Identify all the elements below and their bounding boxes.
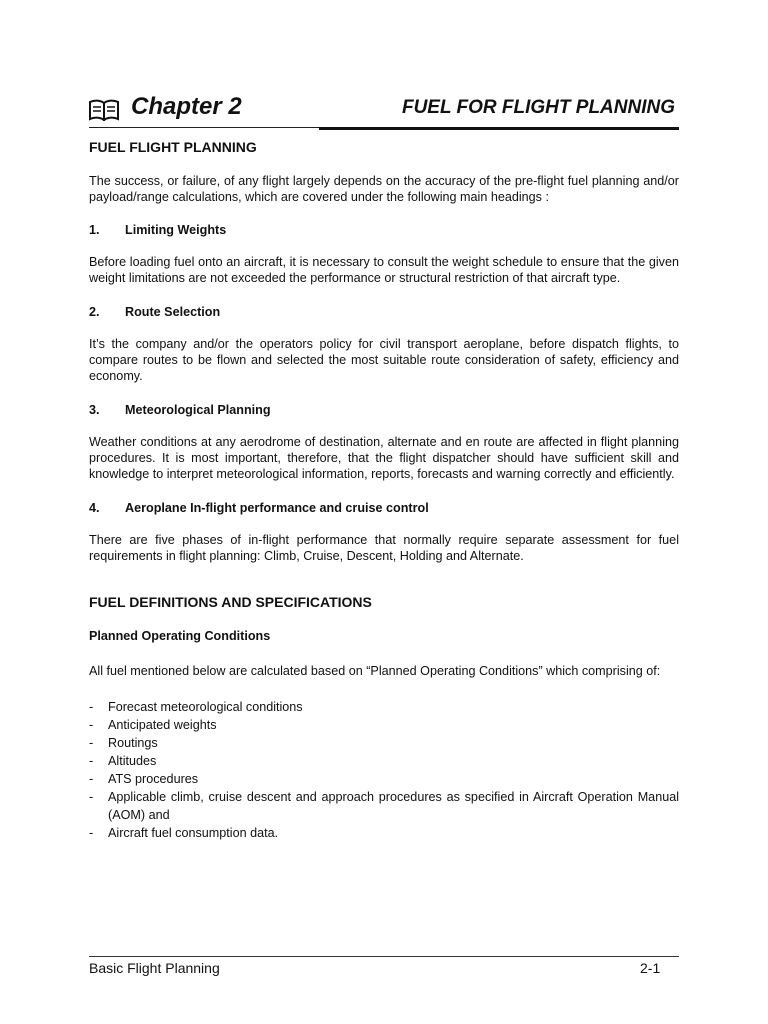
subsection-number: 4. — [89, 501, 100, 515]
bullet-dash: - — [89, 790, 94, 804]
limiting-weights-paragraph: Before loading fuel onto an aircraft, it is necessary to consult the weight schedule to ensure that the given weight limitations are not exceeded the performance or structural restriction of that aircraft type. — [89, 255, 679, 285]
subsection-heading-limiting-weights — [89, 223, 679, 237]
list-item: - Routings — [89, 736, 158, 750]
bullet-dash: - — [89, 700, 94, 714]
bullet-dash: - — [89, 718, 94, 732]
chapter-title: FUEL FOR FLIGHT PLANNING — [401, 97, 675, 118]
subsection-title: Route Selection — [125, 305, 221, 319]
subsection-number: 3. — [89, 403, 100, 417]
subsection-heading-route-selection — [89, 305, 679, 319]
list-item: - Altitudes — [89, 754, 157, 768]
footer-book-title: Basic Flight Planning — [89, 960, 220, 976]
subsection-number: 1. — [89, 223, 100, 237]
bullet-dash: - — [89, 736, 94, 750]
header-divider-bold — [319, 127, 679, 130]
conditions-list — [89, 698, 679, 842]
list-item: - Applicable climb, cruise descent and approach procedures as specified in Aircraft Operation Manual (AOM) and — [89, 790, 679, 822]
subsection-title: Aeroplane In-flight performance and cruise control — [125, 501, 429, 515]
list-item: - Anticipated weights — [89, 718, 217, 732]
subsection-title: Limiting Weights — [125, 223, 227, 237]
bullet-dash: - — [89, 826, 94, 840]
planned-conditions-paragraph: All fuel mentioned below are calculated based on “Planned Operating Conditions” which comprising of: — [89, 664, 661, 678]
open-book-icon — [89, 99, 119, 121]
footer-divider — [89, 956, 679, 957]
bullet-dash: - — [89, 754, 94, 768]
subsection-number: 2. — [89, 305, 100, 319]
page-number: 2-1 — [640, 960, 661, 976]
subsection-title: Meteorological Planning — [125, 403, 271, 417]
chapter-label: Chapter 2 — [131, 93, 242, 120]
subsection-heading-inflight-performance — [89, 501, 679, 515]
subheading-planned-operating-conditions: Planned Operating Conditions — [89, 629, 271, 643]
section-heading-fuel-flight-planning: FUEL FLIGHT PLANNING — [89, 139, 257, 155]
section-heading-fuel-definitions: FUEL DEFINITIONS AND SPECIFICATIONS — [89, 594, 372, 610]
list-item: - Forecast meteorological conditions — [89, 700, 303, 714]
subsection-heading-meteorological-planning — [89, 403, 679, 417]
page-content — [89, 139, 679, 842]
inflight-performance-paragraph: There are five phases of in-flight performance that normally require separate assessment for fuel requirements in flight planning: Climb, Cruise, Descent, Holding and Alternate. — [89, 533, 679, 563]
document-page — [89, 0, 679, 1024]
meteorological-planning-paragraph: Weather conditions at any aerodrome of destination, alternate and en route are affected in flight planning procedures. It is most important, therefore, that the flight dispatcher should have sufficient skill and knowledge to interpret meteorological information, reports, forecasts and warning correctly and efficiently. — [89, 435, 679, 481]
intro-paragraph: The success, or failure, of any flight largely depends on the accuracy of the pre-flight fuel planning and/or payload/range calculations, which are covered under the following main headings : — [89, 174, 679, 204]
list-item: - Aircraft fuel consumption data. — [89, 826, 279, 840]
list-item: - ATS procedures — [89, 772, 199, 786]
route-selection-paragraph: It’s the company and/or the operators policy for civil transport aeroplane, before dispatch flights, to compare routes to be flown and selected the most suitable route consideration of safety, efficiency and economy. — [89, 337, 679, 383]
bullet-dash: - — [89, 772, 94, 786]
